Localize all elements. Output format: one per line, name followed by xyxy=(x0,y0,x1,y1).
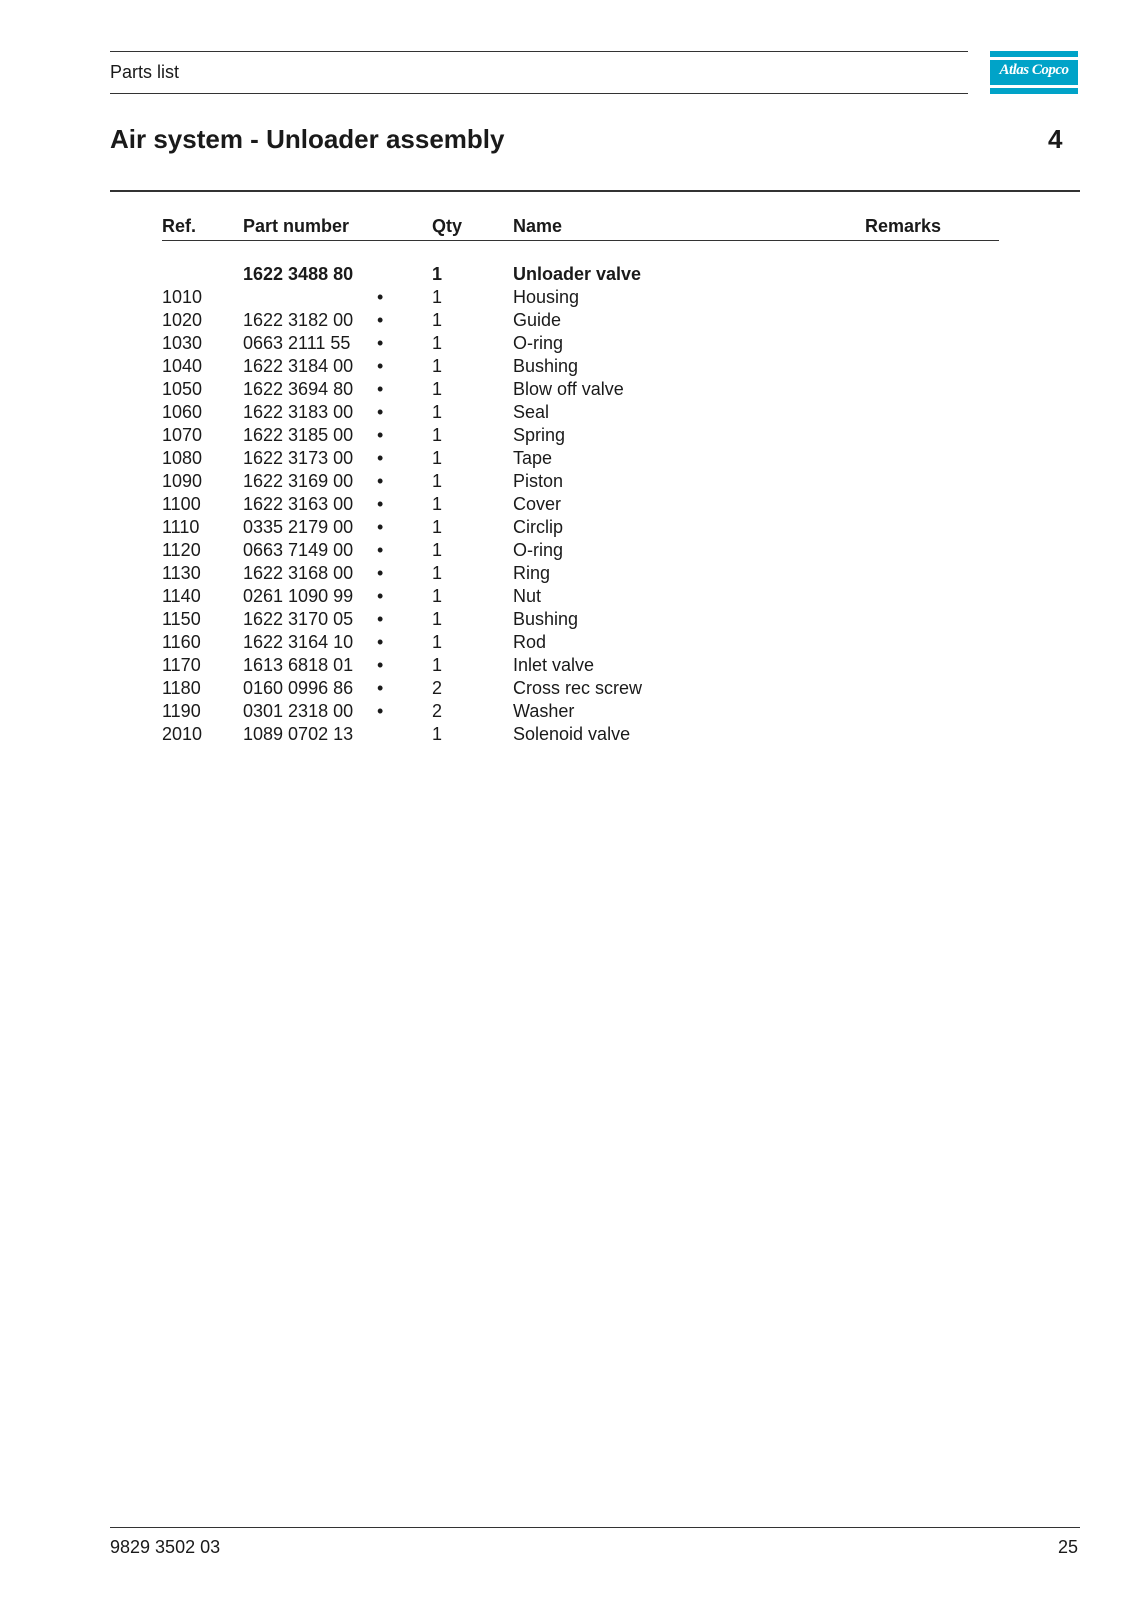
row-name: O-ring xyxy=(513,333,564,353)
row-part-number: 1622 3182 00 xyxy=(243,310,354,330)
row-bullet: • xyxy=(377,540,384,560)
row-part-number: 1622 3163 00 xyxy=(243,494,354,514)
logo-stripe-bottom xyxy=(990,85,1078,88)
row-qty: 1 xyxy=(432,448,443,468)
table-row xyxy=(0,540,1131,563)
row-qty: 2 xyxy=(432,701,443,721)
row-qty: 1 xyxy=(432,333,443,353)
document-number: 9829 3502 03 xyxy=(110,1537,221,1557)
row-ref: 1070 xyxy=(162,425,203,445)
row-name: Ring xyxy=(513,563,551,583)
section-label: Parts list xyxy=(110,62,180,82)
row-name: Piston xyxy=(513,471,564,491)
row-name: Bushing xyxy=(513,609,579,629)
row-name: Circlip xyxy=(513,517,564,537)
row-name: Nut xyxy=(513,586,542,606)
row-ref: 1140 xyxy=(162,586,201,606)
row-qty: 1 xyxy=(432,724,443,744)
row-part-number: 1089 0702 13 xyxy=(243,724,354,744)
column-header-name: Name xyxy=(513,216,563,236)
row-part-number: 1622 3694 80 xyxy=(243,379,354,399)
table-row xyxy=(0,379,1131,402)
footer-rule xyxy=(110,1527,1080,1528)
row-part-number: 0160 0996 86 xyxy=(243,678,354,698)
table-row xyxy=(0,678,1131,701)
table-row xyxy=(0,609,1131,632)
column-header-part-number: Part number xyxy=(243,216,350,236)
row-ref: 1040 xyxy=(162,356,203,376)
row-ref: 1090 xyxy=(162,471,203,491)
row-part-number: 1622 3185 00 xyxy=(243,425,354,445)
row-qty: 1 xyxy=(432,287,443,307)
row-name: Spring xyxy=(513,425,566,445)
table-row xyxy=(0,333,1131,356)
row-qty: 1 xyxy=(432,494,443,514)
row-bullet: • xyxy=(377,678,384,698)
row-name: Inlet valve xyxy=(513,655,595,675)
table-header-rule xyxy=(162,240,999,241)
row-qty: 1 xyxy=(432,655,443,675)
row-ref: 1190 xyxy=(162,701,201,721)
row-name: Cross rec screw xyxy=(513,678,643,698)
row-qty: 1 xyxy=(432,471,443,491)
row-bullet: • xyxy=(377,448,384,468)
row-bullet: • xyxy=(377,287,384,307)
row-ref: 1010 xyxy=(162,287,203,307)
row-name: Seal xyxy=(513,402,550,422)
row-name: Housing xyxy=(513,287,580,307)
row-ref: 1080 xyxy=(162,448,203,468)
logo-wordmark: Atlas Copco xyxy=(999,62,1069,78)
row-bullet: • xyxy=(377,517,384,537)
row-bullet: • xyxy=(377,471,384,491)
row-part-number: 1613 6818 01 xyxy=(243,655,354,675)
row-name: Cover xyxy=(513,494,562,514)
row-part-number: 0663 2111 55 xyxy=(243,333,351,353)
page-title: Air system - Unloader assembly xyxy=(110,124,505,154)
row-bullet: • xyxy=(377,632,384,652)
row-part-number: 0335 2179 00 xyxy=(243,517,354,537)
row-part-number: 1622 3169 00 xyxy=(243,471,354,491)
row-bullet: • xyxy=(377,310,384,330)
row-bullet: • xyxy=(377,356,384,376)
table-row xyxy=(0,287,1131,310)
row-name: Solenoid valve xyxy=(513,724,631,744)
row-qty: 1 xyxy=(432,425,443,445)
table-row xyxy=(0,471,1131,494)
row-ref: 1160 xyxy=(162,632,201,652)
row-bullet: • xyxy=(377,701,384,721)
row-name: Guide xyxy=(513,310,562,330)
row-ref: 1120 xyxy=(162,540,201,560)
row-qty: 2 xyxy=(432,678,443,698)
row-part-number: 1622 3170 05 xyxy=(243,609,354,629)
table-row xyxy=(0,494,1131,517)
row-ref: 1030 xyxy=(162,333,203,353)
row-qty: 1 xyxy=(432,563,443,583)
row-bullet: • xyxy=(377,563,384,583)
table-row xyxy=(0,724,1131,747)
header-top-rule xyxy=(110,51,968,52)
chapter-number: 4 xyxy=(1048,124,1063,154)
row-part-number: 1622 3183 00 xyxy=(243,402,354,422)
row-qty: 1 xyxy=(432,379,443,399)
table-row xyxy=(0,655,1131,678)
row-bullet: • xyxy=(377,333,384,353)
row-name: O-ring xyxy=(513,540,564,560)
table-row xyxy=(0,310,1131,333)
row-qty: 1 xyxy=(432,517,443,537)
table-row xyxy=(0,448,1131,471)
row-ref: 1020 xyxy=(162,310,203,330)
row-name: Bushing xyxy=(513,356,579,376)
row-bullet: • xyxy=(377,655,384,675)
row-part-number: 1622 3164 10 xyxy=(243,632,354,652)
row-qty: 1 xyxy=(432,586,443,606)
column-header-qty: Qty xyxy=(432,216,463,236)
row-part-number: 1622 3488 80 xyxy=(243,264,354,284)
table-body xyxy=(0,264,1131,747)
page-number: 25 xyxy=(1058,1537,1079,1557)
row-ref: 1130 xyxy=(162,563,201,583)
row-qty: 1 xyxy=(432,632,443,652)
table-row xyxy=(0,632,1131,655)
table-row xyxy=(0,563,1131,586)
row-bullet: • xyxy=(377,379,384,399)
row-bullet: • xyxy=(377,494,384,514)
atlas-copco-logo xyxy=(990,51,1078,94)
row-ref: 1180 xyxy=(162,678,201,698)
logo-stripe-top xyxy=(990,57,1078,60)
row-name: Tape xyxy=(513,448,553,468)
row-part-number: 0663 7149 00 xyxy=(243,540,354,560)
title-rule xyxy=(110,190,1080,192)
table-row xyxy=(0,264,1131,287)
column-header-ref: Ref. xyxy=(162,216,197,236)
column-header-remarks: Remarks xyxy=(865,216,942,236)
row-ref: 1110 xyxy=(162,517,200,537)
row-ref: 1170 xyxy=(162,655,201,675)
row-ref: 1100 xyxy=(162,494,201,514)
row-part-number: 0301 2318 00 xyxy=(243,701,354,721)
row-ref: 1050 xyxy=(162,379,203,399)
header-bottom-rule xyxy=(110,93,968,94)
row-bullet: • xyxy=(377,586,384,606)
table-row xyxy=(0,701,1131,724)
row-name: Washer xyxy=(513,701,575,721)
row-ref: 2010 xyxy=(162,724,203,744)
row-qty: 1 xyxy=(432,402,443,422)
table-row xyxy=(0,586,1131,609)
row-part-number: 1622 3173 00 xyxy=(243,448,354,468)
row-part-number: 1622 3168 00 xyxy=(243,563,354,583)
row-qty: 1 xyxy=(432,609,443,629)
table-row xyxy=(0,517,1131,540)
row-bullet: • xyxy=(377,402,384,422)
row-bullet: • xyxy=(377,425,384,445)
row-qty: 1 xyxy=(432,264,443,284)
row-part-number: 1622 3184 00 xyxy=(243,356,354,376)
row-qty: 1 xyxy=(432,540,443,560)
row-name: Unloader valve xyxy=(513,264,642,284)
row-qty: 1 xyxy=(432,356,443,376)
table-row xyxy=(0,356,1131,379)
row-ref: 1060 xyxy=(162,402,203,422)
row-bullet: • xyxy=(377,609,384,629)
row-part-number: 0261 1090 99 xyxy=(243,586,354,606)
row-qty: 1 xyxy=(432,310,443,330)
table-row xyxy=(0,402,1131,425)
row-name: Blow off valve xyxy=(513,379,624,399)
row-ref: 1150 xyxy=(162,609,201,629)
row-name: Rod xyxy=(513,632,547,652)
table-row xyxy=(0,425,1131,448)
